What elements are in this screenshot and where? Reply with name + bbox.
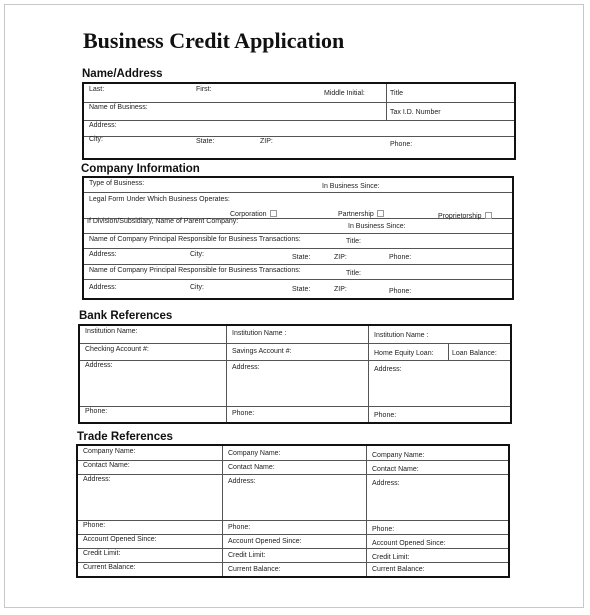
principal-1-state-field[interactable]: State: <box>292 254 311 261</box>
zip-field[interactable]: ZIP: <box>260 138 273 145</box>
loan-balance-field[interactable]: Loan Balance: <box>452 350 497 357</box>
bank-2-institution-name-field[interactable]: Institution Name : <box>232 330 287 337</box>
middle-initial-field[interactable]: Middle Initial: <box>324 90 365 97</box>
principal-2-zip-field[interactable]: ZIP: <box>334 286 347 293</box>
bank-3-phone-field[interactable]: Phone: <box>374 412 397 419</box>
page-title: Business Credit Application <box>83 28 345 53</box>
trade-2-company-name-field[interactable]: Company Name: <box>228 450 281 457</box>
state-field[interactable]: State: <box>196 138 215 145</box>
trade-1-account-opened-field[interactable]: Account Opened Since: <box>83 536 157 543</box>
legal-form-label: Legal Form Under Which Business Operates: <box>89 196 230 203</box>
trade-2-credit-limit-field[interactable]: Credit Limit: <box>228 552 266 559</box>
trade-3-credit-limit-field[interactable]: Credit Limit: <box>372 554 410 561</box>
address-field[interactable]: Address: <box>89 122 117 129</box>
checking-account-field[interactable]: Checking Account #: <box>85 346 149 353</box>
trade-1-company-name-field[interactable]: Company Name: <box>83 448 136 455</box>
principal-2-city-field[interactable]: City: <box>190 284 204 291</box>
business-name-field[interactable]: Name of Business: <box>89 104 148 111</box>
principal-1-title-field[interactable]: Title: <box>346 238 361 245</box>
in-business-since-field[interactable]: In Business Since: <box>322 183 380 190</box>
partnership-checkbox[interactable] <box>377 210 384 217</box>
principal-1-phone-field[interactable]: Phone: <box>389 254 412 261</box>
title-field[interactable]: Title <box>390 90 403 97</box>
principal-1-zip-field[interactable]: ZIP: <box>334 254 347 261</box>
bank-1-address-field[interactable]: Address: <box>85 362 113 369</box>
principal-2-address-field[interactable]: Address: <box>89 284 117 291</box>
bank-references-section <box>78 324 512 424</box>
tax-id-field[interactable]: Tax I.D. Number <box>390 109 441 116</box>
trade-1-address-field[interactable]: Address: <box>83 476 111 483</box>
trade-3-contact-name-field[interactable]: Contact Name: <box>372 466 419 473</box>
trade-references-heading: Trade References <box>77 431 173 443</box>
principal-1-city-field[interactable]: City: <box>190 251 204 258</box>
name-address-heading: Name/Address <box>82 68 163 80</box>
first-name-field[interactable]: First: <box>196 86 212 93</box>
trade-2-account-opened-field[interactable]: Account Opened Since: <box>228 538 302 545</box>
trade-references-section <box>76 444 510 578</box>
phone-field[interactable]: Phone: <box>390 141 413 148</box>
type-of-business-field[interactable]: Type of Business: <box>89 180 145 187</box>
principal-2-phone-field[interactable]: Phone: <box>389 288 412 295</box>
trade-1-credit-limit-field[interactable]: Credit Limit: <box>83 550 121 557</box>
bank-3-institution-name-field[interactable]: Institution Name : <box>374 332 429 339</box>
trade-2-address-field[interactable]: Address: <box>228 478 256 485</box>
savings-account-field[interactable]: Savings Account #: <box>232 348 292 355</box>
principal-2-state-field[interactable]: State: <box>292 286 311 293</box>
proprietorship-checkbox[interactable] <box>485 212 492 219</box>
home-equity-loan-field[interactable]: Home Equity Loan: <box>374 350 434 357</box>
proprietorship-option[interactable]: Proprietorship <box>438 212 492 221</box>
bank-1-phone-field[interactable]: Phone: <box>85 408 108 415</box>
partnership-option[interactable]: Partnership <box>338 210 384 219</box>
trade-2-current-balance-field[interactable]: Current Balance: <box>228 566 281 573</box>
parent-company-field[interactable]: If Division/Subsidiary, Name of Parent Company: <box>87 218 239 225</box>
trade-1-contact-name-field[interactable]: Contact Name: <box>83 462 130 469</box>
trade-1-current-balance-field[interactable]: Current Balance: <box>83 564 136 571</box>
bank-references-heading: Bank References <box>79 310 173 322</box>
principal-1-field[interactable]: Name of Company Principal Responsible for Business Transactions: <box>89 236 301 243</box>
name-address-section <box>82 82 516 160</box>
bank-2-phone-field[interactable]: Phone: <box>232 410 255 417</box>
bank-1-institution-name-field[interactable]: Institution Name: <box>85 328 138 335</box>
corporation-checkbox[interactable] <box>270 210 277 217</box>
trade-2-phone-field[interactable]: Phone: <box>228 524 251 531</box>
trade-3-current-balance-field[interactable]: Current Balance: <box>372 566 425 573</box>
trade-1-phone-field[interactable]: Phone: <box>83 522 106 529</box>
in-business-since-2-field[interactable]: In Business Since: <box>348 223 406 230</box>
principal-1-address-field[interactable]: Address: <box>89 251 117 258</box>
principal-2-field[interactable]: Name of Company Principal Responsible for Business Transactions: <box>89 267 301 274</box>
corporation-option[interactable]: Corporation <box>230 210 277 219</box>
last-name-field[interactable]: Last: <box>89 86 105 93</box>
trade-3-phone-field[interactable]: Phone: <box>372 526 395 533</box>
trade-3-address-field[interactable]: Address: <box>372 480 400 487</box>
bank-3-address-field[interactable]: Address: <box>374 366 402 373</box>
trade-3-account-opened-field[interactable]: Account Opened Since: <box>372 540 446 547</box>
principal-2-title-field[interactable]: Title: <box>346 270 361 277</box>
trade-2-contact-name-field[interactable]: Contact Name: <box>228 464 275 471</box>
company-info-heading: Company Information <box>81 163 200 175</box>
trade-3-company-name-field[interactable]: Company Name: <box>372 452 425 459</box>
company-info-section <box>82 176 514 300</box>
bank-2-address-field[interactable]: Address: <box>232 364 260 371</box>
city-field[interactable]: City: <box>89 136 103 143</box>
